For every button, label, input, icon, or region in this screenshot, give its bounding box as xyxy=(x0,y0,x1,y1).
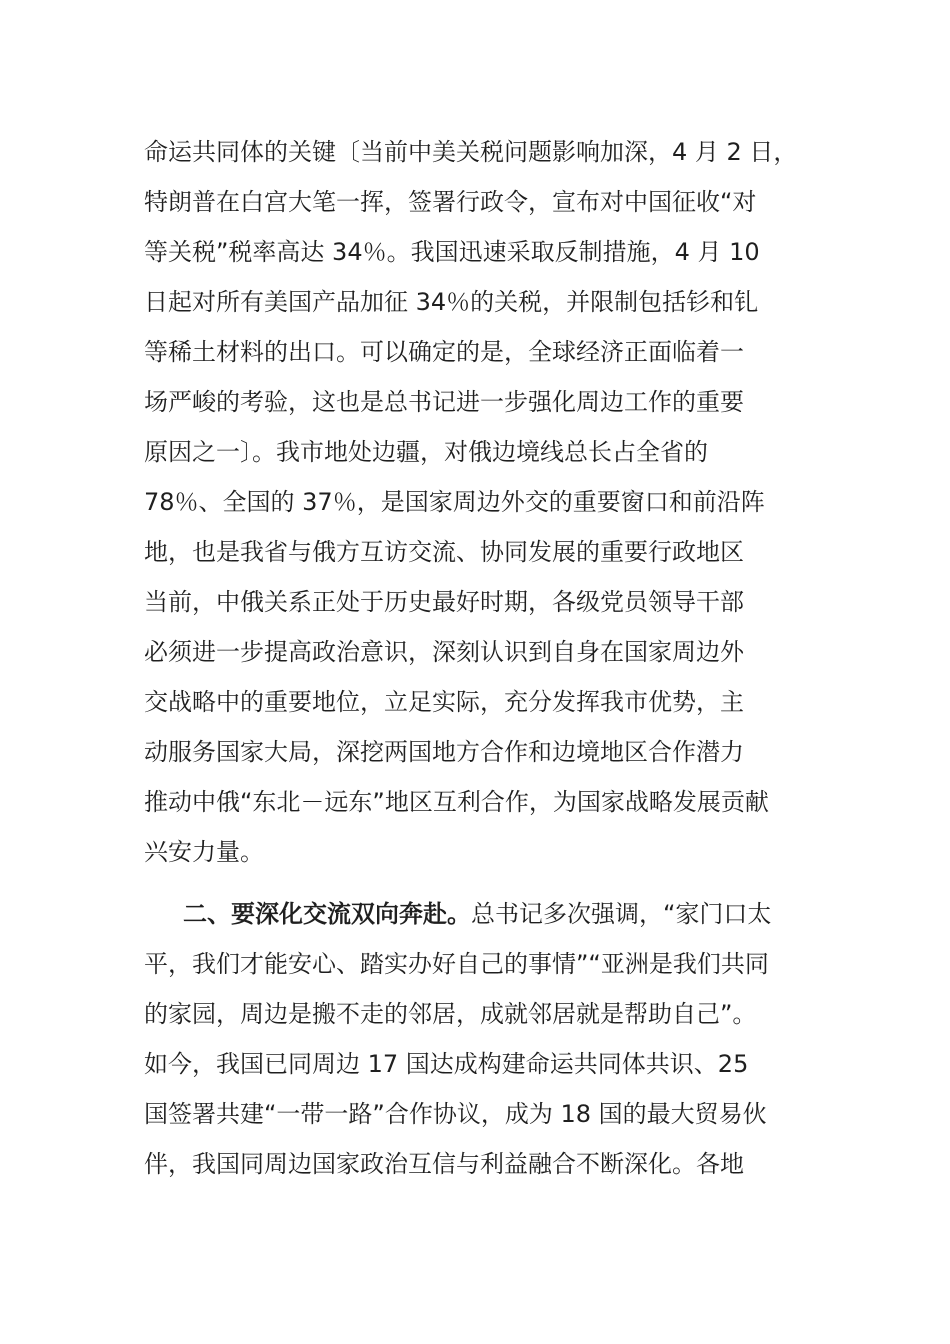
document-body xyxy=(144,127,814,1189)
paragraph-gap xyxy=(144,877,814,889)
text-line: 平，我们才能安心、踏实办好自己的事情”“亚洲是我们共同 xyxy=(144,950,769,978)
text-line: 动服务国家大局，深挖两国地方合作和边境地区合作潜力 xyxy=(144,738,744,766)
text-line: 兴安力量。 xyxy=(144,838,264,866)
text-line: 命运共同体的关键〔当前中美关税问题影响加深，4 月 2 日， xyxy=(144,138,798,166)
text-line: 等关税”税率高达 34％。我国迅速采取反制措施，4 月 10 xyxy=(144,238,760,266)
section-heading: 二、要深化交流双向奔赴。 xyxy=(183,900,471,928)
text-line: 日起对所有美国产品加征 34％的关税，并限制包括钐和钆 xyxy=(144,288,759,316)
text-line: 等稀土材料的出口。可以确定的是，全球经济正面临着一 xyxy=(144,338,744,366)
paragraph-2-first-line xyxy=(144,889,814,939)
paragraph-1 xyxy=(144,127,814,877)
text-line: 特朗普在白宫大笔一挥，签署行政令，宣布对中国征收“对 xyxy=(144,188,757,216)
text-line: 地，也是我省与俄方互访交流、协同发展的重要行政地区 xyxy=(144,538,744,566)
text-line: 原因之一〕。我市地处边疆，对俄边境线总长占全省的 xyxy=(144,438,708,466)
text-line: 伴，我国同周边国家政治互信与利益融合不断深化。各地 xyxy=(144,1150,744,1178)
section-heading-rest: 总书记多次强调，“家门口太 xyxy=(471,900,772,928)
text-line: 如今，我国已同周边 17 国达成构建命运共同体共识、25 xyxy=(144,1050,749,1078)
text-line: 交战略中的重要地位，立足实际，充分发挥我市优势，主 xyxy=(144,688,744,716)
text-line: 国签署共建“一带一路”合作协议，成为 18 国的最大贸易伙 xyxy=(144,1100,767,1128)
text-line: 的家园，周边是搬不走的邻居，成就邻居就是帮助自己”。 xyxy=(144,1000,757,1028)
text-line: 78％、全国的 37％，是国家周边外交的重要窗口和前沿阵 xyxy=(144,488,765,516)
text-line: 推动中俄“东北－远东”地区互利合作，为国家战略发展贡献 xyxy=(144,788,769,816)
paragraph-2 xyxy=(144,889,814,1189)
text-line: 当前，中俄关系正处于历史最好时期，各级党员领导干部 xyxy=(144,588,744,616)
text-line: 必须进一步提高政治意识，深刻认识到自身在国家周边外 xyxy=(144,638,744,666)
text-line: 场严峻的考验，这也是总书记进一步强化周边工作的重要 xyxy=(144,388,744,416)
